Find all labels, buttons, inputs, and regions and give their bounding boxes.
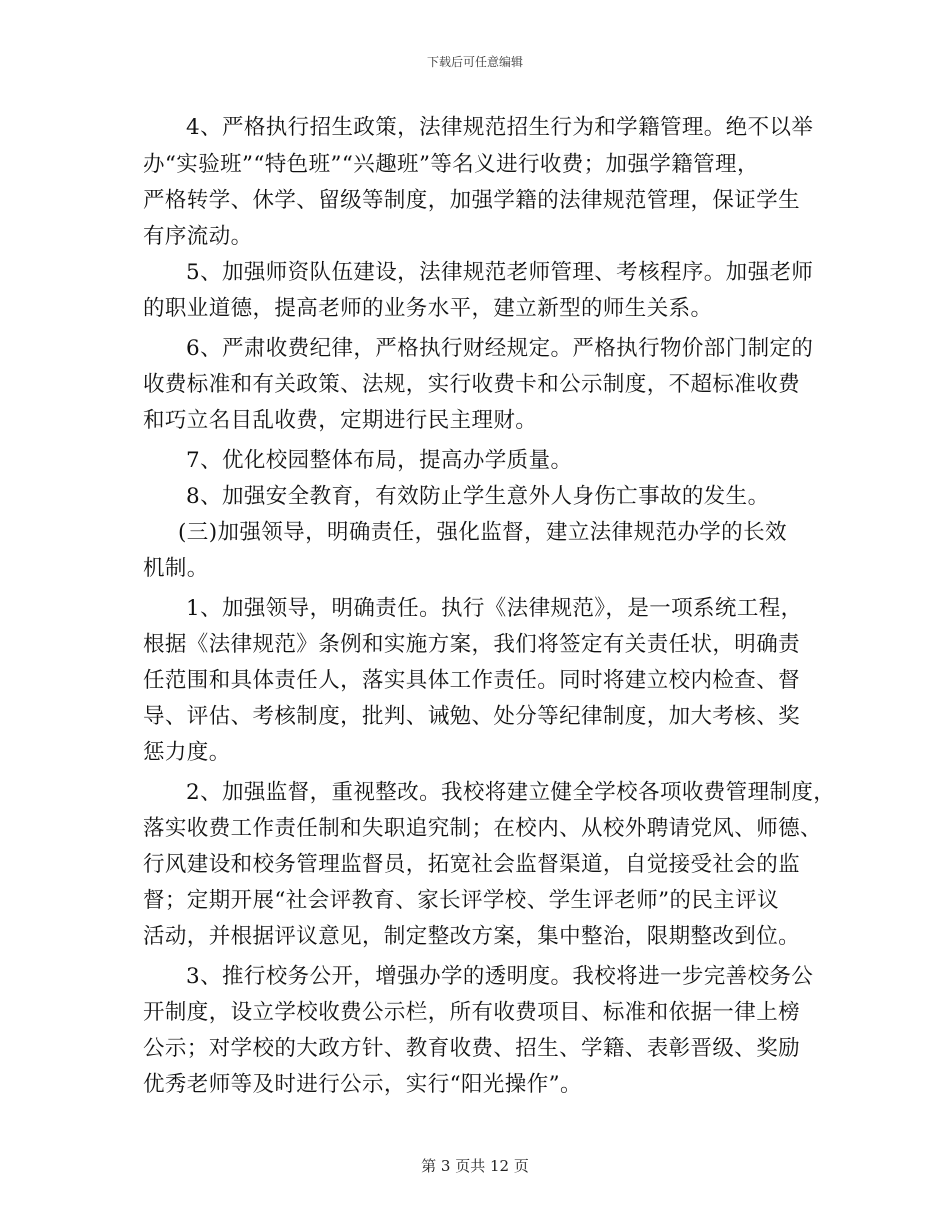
text-line: 开制度，设立学校收费公示栏，所有收费项目、标准和依据一律上榜 [143, 1000, 801, 1025]
page-number: 第 3 页共 12 页 [421, 1157, 529, 1175]
text-line: 严格转学、休学、留级等制度，加强学籍的法律规范管理，保证学生 [143, 188, 801, 213]
text-line: 办“实验班”“特色班”“兴趣班”等名义进行收费；加强学籍管理， [143, 152, 759, 177]
text-line: 1、加强领导，明确责任。执行《法律规范》，是一项系统工程， [186, 596, 803, 621]
text-line: 7、优化校园整体布局，提高办学质量。 [186, 448, 573, 473]
text-line: 任范围和具体责任人，落实具体工作责任。同时将建立校内检查、督 [143, 668, 801, 693]
text-line: 导、评估、考核制度，批判、诫勉、处分等纪律制度，加大考核、奖 [143, 704, 801, 729]
text-line: 根据《法律规范》条例和实施方案，我们将签定有关责任状，明确责 [143, 632, 801, 657]
text-line: 4、严格执行招生政策，法律规范招生行为和学籍管理。绝不以举 [186, 115, 814, 140]
text-line: 优秀老师等及时进行公示，实行“阳光操作”。 [143, 1072, 582, 1097]
text-line: 5、加强师资队伍建设，法律规范老师管理、考核程序。加强老师 [186, 260, 814, 285]
text-line: 3、推行校务公开，增强办学的透明度。我校将进一步完善校务公 [186, 964, 814, 989]
text-line: 督；定期开展“社会评教育、家长评学校、学生评老师”的民主评议 [143, 888, 779, 913]
text-line: 落实收费工作责任制和失职追究制；在校内、从校外聘请党风、师德、 [143, 816, 822, 841]
text-line: 6、严肃收费纪律，严格执行财经规定。严格执行物价部门制定的 [186, 336, 814, 361]
text-line: 的职业道德，提高老师的业务水平，建立新型的师生关系。 [143, 296, 713, 321]
text-line: 2、加强监督，重视整改。我校将建立健全学校各项收费管理制度， [186, 780, 836, 805]
text-line: 公示；对学校的大政方针、教育收费、招生、学籍、表彰晋级、奖励 [143, 1036, 801, 1061]
text-line: 机制。 [143, 556, 209, 581]
text-line: 有序流动。 [143, 224, 253, 249]
text-line: 行风建设和校务管理监督员，拓宽社会监督渠道，自觉接受社会的监 [143, 852, 801, 877]
text-line: (三)加强领导，明确责任，强化监督，建立法律规范办学的长效 [178, 520, 787, 545]
text-line: 惩力度。 [143, 740, 231, 765]
text-line: 和巧立名目乱收费，定期进行民主理财。 [143, 408, 538, 433]
page-header: 下载后可任意编辑 [426, 55, 523, 69]
text-line: 收费标准和有关政策、法规，实行收费卡和公示制度，不超标准收费 [143, 372, 801, 397]
text-line: 活动，并根据评议意见，制定整改方案，集中整治，限期整改到位。 [143, 924, 801, 949]
text-line: 8、加强安全教育，有效防止学生意外人身伤亡事故的发生。 [186, 484, 770, 509]
